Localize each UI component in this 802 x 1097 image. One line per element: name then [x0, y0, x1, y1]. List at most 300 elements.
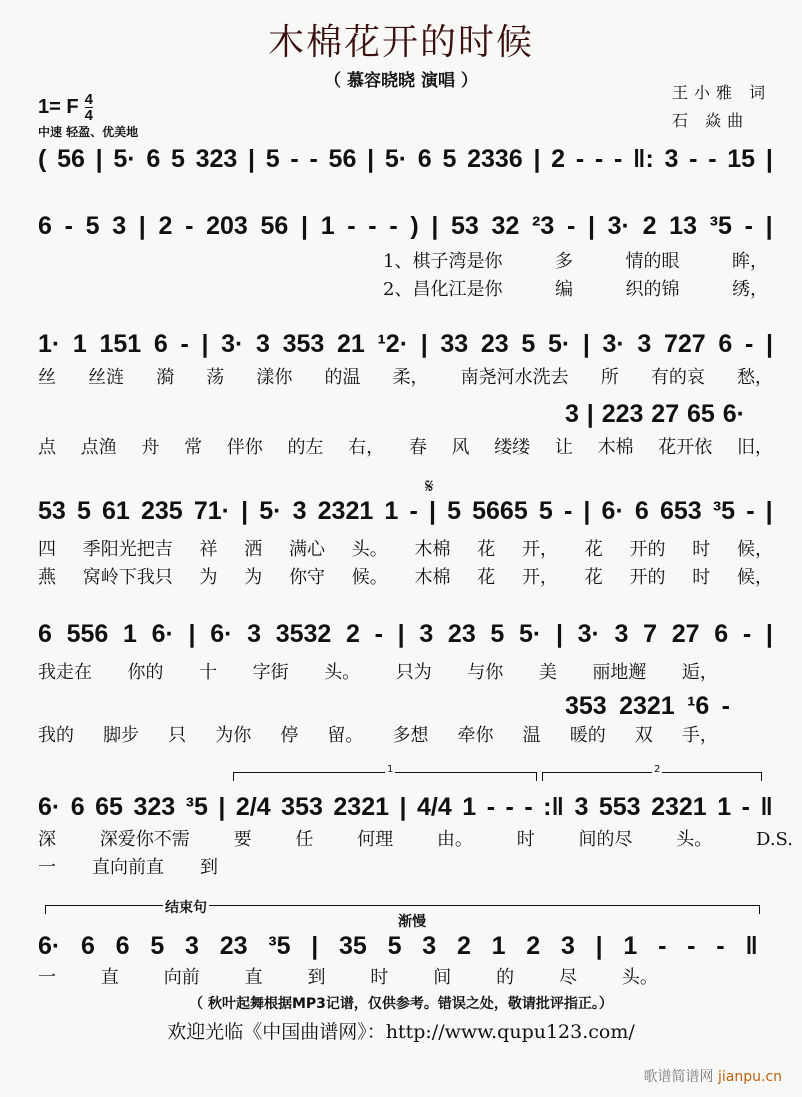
lyric-token: 风 — [451, 437, 470, 458]
notation-token: 5 — [150, 932, 165, 960]
notation-token: ¹6 — [687, 692, 710, 720]
notation-token: - — [185, 212, 194, 240]
lyric-token: 为 — [199, 567, 218, 588]
notation-token: 15 — [727, 145, 756, 173]
lyric-token: 四 — [38, 539, 56, 560]
notation-token: 2/4 — [235, 793, 271, 821]
ending-label: 结束句 — [163, 897, 209, 917]
notation-token: 3 — [574, 793, 589, 821]
notation-token: 5 — [387, 932, 402, 960]
lyric-token: 让 — [554, 437, 573, 458]
lyric-token: 时 — [516, 829, 535, 850]
notation-token: - — [746, 497, 755, 525]
lyric-token: 开， — [522, 539, 558, 560]
notation-token: 6· — [722, 400, 745, 428]
volta-bracket-1 — [233, 764, 537, 781]
lyric-token: 花开依 — [658, 437, 713, 458]
notation-token: 223 — [601, 400, 644, 428]
lyric-line — [38, 438, 773, 459]
notation-token: | — [420, 330, 428, 358]
notation-token: 5 — [265, 145, 280, 173]
lyric-token: 停 — [280, 725, 299, 746]
lyric-token: 所 — [600, 367, 619, 388]
notation-token: 323 — [195, 145, 238, 173]
notation-token: | — [595, 932, 603, 960]
notation-token: 3 — [247, 620, 262, 648]
notation-token: ³5 — [712, 497, 736, 525]
notation-token: | — [301, 212, 308, 240]
lyric-token: 我走在 — [38, 662, 92, 683]
segno-mark: 𝄋 — [425, 474, 434, 498]
notation-token: | — [311, 932, 319, 960]
lyric-token: 暖的 — [569, 725, 606, 746]
notation-token: ³5 — [185, 793, 208, 821]
notation-token: - — [374, 620, 383, 648]
lyric-token: 逅， — [681, 662, 718, 683]
notation-token: | — [583, 497, 591, 525]
lyric-token: 春 — [408, 437, 427, 458]
notation-token: 71· — [193, 497, 230, 525]
notation-token: | — [201, 330, 209, 358]
notation-token: - — [566, 212, 576, 240]
notation-token: 27 — [671, 620, 700, 648]
lyric-token: D.S. — [756, 829, 793, 850]
notation-token: | — [765, 330, 773, 358]
lyric-token: 字街 — [252, 662, 289, 683]
notation-token: 3 — [614, 620, 629, 648]
watermark — [644, 1066, 782, 1086]
notation-token: 5 — [76, 497, 91, 525]
notation-token: - — [744, 330, 754, 358]
lyric-token: 1、棋子湾是你 — [383, 251, 503, 272]
key-signature — [38, 92, 93, 123]
notation-token: 3· — [221, 330, 244, 358]
lyric-line — [38, 726, 718, 747]
notation-line — [565, 400, 745, 429]
lyric-token: 美 — [538, 662, 557, 683]
notation-token: | — [765, 212, 773, 240]
notation-token: - — [594, 145, 604, 173]
notation-token: 56 — [328, 145, 357, 173]
notation-token: 3 — [256, 330, 270, 358]
lyric-token: 绣， — [732, 279, 768, 300]
notation-token: 5 — [85, 212, 100, 240]
lyric-token: 开， — [522, 567, 558, 588]
notation-token: 6· — [601, 497, 624, 525]
lyric-token: 为你 — [215, 725, 252, 746]
lyric-token: 燕 — [38, 567, 56, 588]
lyric-token: 情的眼 — [625, 251, 680, 272]
lyric-token: 间的尽 — [578, 829, 633, 850]
notation-token: 1 — [491, 932, 506, 960]
lyric-token: 南尧河水洗去 — [460, 367, 569, 388]
notation-token: ‖ — [760, 793, 773, 821]
notation-line — [565, 692, 730, 721]
notation-token: 5· — [519, 620, 542, 648]
notation-token: 5 — [521, 330, 536, 358]
notation-token: 3 — [419, 620, 434, 648]
notation-token: - — [486, 793, 496, 821]
notation-token: 2321 — [619, 692, 675, 720]
lyric-token: 我的 — [38, 725, 74, 746]
lyric-token: 只 — [168, 725, 187, 746]
lyric-token: 木棉 — [414, 567, 451, 588]
notation-token: 53 — [38, 497, 66, 525]
notation-token: 5 — [538, 497, 553, 525]
lyric-token: 时 — [692, 539, 711, 560]
notation-token: | — [555, 620, 563, 648]
notation-token: | — [399, 793, 407, 821]
notation-token: | — [586, 400, 594, 428]
lyric-token: 舟 — [141, 437, 160, 458]
notation-token: 1 — [462, 793, 477, 821]
lyric-token: 直向前直 — [92, 857, 164, 878]
notation-token: 203 — [206, 212, 248, 240]
lyric-token: 与你 — [467, 662, 504, 683]
notation-token: | — [431, 212, 439, 240]
notation-token: 5· — [384, 145, 408, 173]
lyric-token: 直 — [244, 967, 263, 988]
notation-token: 353 — [282, 330, 325, 358]
lyric-token: 柔， — [392, 367, 429, 388]
lyric-token: 有的哀 — [650, 367, 705, 388]
lyric-token: 一 — [38, 857, 56, 878]
notation-token: 3 — [185, 932, 199, 960]
lyric-token: 只为 — [395, 662, 432, 683]
notation-token: 1 — [72, 330, 87, 358]
notation-token: | — [765, 620, 773, 648]
lyricist-credit: 王小雅 词 — [672, 83, 772, 102]
lyric-token: 常 — [184, 437, 203, 458]
notation-token: :‖ — [543, 793, 564, 821]
lyric-token: 时 — [692, 567, 711, 588]
notation-token: - — [744, 212, 753, 240]
notation-token: 2321 — [317, 497, 374, 525]
notation-token: 6 — [115, 932, 130, 960]
notation-line — [38, 932, 758, 961]
lyric-token: 尽 — [559, 967, 577, 988]
lyric-token: 向前 — [163, 967, 200, 988]
lyric-token: 祥 — [199, 539, 218, 560]
lyric-token: 一 — [38, 967, 56, 988]
lyric-token: 多 — [554, 251, 573, 272]
key-label: 1= F — [38, 95, 79, 118]
notation-token: 3532 — [275, 620, 332, 648]
notation-token: - — [716, 932, 725, 960]
lyric-token: 漪 — [156, 367, 175, 388]
notation-token: 1 — [320, 212, 335, 240]
notation-token: - — [309, 145, 318, 173]
lyric-line — [38, 540, 773, 561]
lyric-token: 候。 — [351, 567, 388, 588]
notation-token: 2 — [158, 212, 173, 240]
notation-token: - — [409, 497, 418, 525]
notation-line — [38, 212, 773, 241]
notation-token: 5· — [113, 145, 136, 173]
notation-token: 151 — [99, 330, 142, 358]
notation-token: - — [290, 145, 299, 173]
notation-token: ) — [410, 212, 419, 240]
lyric-token: 花 — [477, 539, 496, 560]
notation-line — [38, 330, 773, 359]
lyric-token: 开的 — [629, 567, 666, 588]
notation-token: 2 — [551, 145, 566, 173]
lyric-token: 到 — [200, 857, 218, 878]
notation-token: | — [95, 145, 103, 173]
lyric-line — [38, 858, 218, 879]
lyric-token: 头。 — [621, 967, 658, 988]
lyric-token: 头。 — [676, 829, 713, 850]
lyric-token: 愁， — [736, 367, 773, 388]
lyric-token: 头。 — [351, 539, 388, 560]
lyric-token: 深 — [38, 829, 56, 850]
composer-credit: 石 焱曲 — [672, 111, 750, 130]
lyric-token: 洒 — [244, 539, 263, 560]
lyric-token: 你守 — [289, 567, 325, 588]
lyric-token: 丝涟 — [88, 367, 125, 388]
notation-token: - — [524, 793, 533, 821]
notation-token: - — [563, 497, 573, 525]
lyric-token: 木棉 — [597, 437, 634, 458]
notation-line — [38, 145, 773, 174]
lyric-token: 你的 — [127, 662, 164, 683]
lyric-line — [383, 252, 768, 273]
watermark-en: jianpu.cn — [717, 1069, 782, 1085]
notation-token: 3 — [292, 497, 307, 525]
lyric-token: 点 — [38, 437, 56, 458]
lyric-token: 季阳光把吉 — [82, 539, 173, 560]
notation-token: - — [708, 145, 717, 173]
notation-token: 3 — [112, 212, 127, 240]
lyric-token: 花 — [584, 539, 603, 560]
lyric-token: 眸， — [732, 251, 768, 272]
notation-token: 2321 — [651, 793, 707, 821]
lyric-token: 丽地邂 — [592, 662, 647, 683]
notation-token: 3· — [602, 330, 625, 358]
lyric-token: 温 — [522, 725, 541, 746]
notation-token: - — [505, 793, 514, 821]
notation-token: - — [689, 145, 698, 173]
notation-token: | — [428, 497, 436, 525]
lyric-token: 满心 — [289, 539, 325, 560]
lyric-token: 头。 — [324, 662, 361, 683]
notation-token: 3 — [637, 330, 652, 358]
notation-token: 727 — [664, 330, 706, 358]
notation-token: 5· — [547, 330, 571, 358]
notation-token: 6 — [146, 145, 161, 173]
lyric-line — [38, 830, 793, 851]
notation-token: ²3 — [532, 212, 555, 240]
notation-token: 6 — [38, 620, 52, 648]
lyric-token: 花 — [584, 567, 603, 588]
volta-bracket-2 — [542, 764, 762, 781]
lyric-token: 荡 — [206, 367, 225, 388]
notation-token: | — [218, 793, 226, 821]
lyric-token: 开的 — [629, 539, 666, 560]
lyric-token: 旧， — [736, 437, 773, 458]
notation-token: 32 — [491, 212, 520, 240]
notation-token: | — [582, 330, 590, 358]
notation-token: | — [765, 497, 773, 525]
notation-token: 56 — [57, 145, 85, 173]
notation-token: 3 — [664, 145, 679, 173]
lyric-token: 由。 — [436, 829, 473, 850]
lyric-line — [38, 663, 718, 684]
lyric-token: 的左 — [287, 437, 324, 458]
lyric-token: 编 — [554, 279, 573, 300]
notation-token: ‖: — [633, 145, 654, 173]
notation-token: ³5 — [268, 932, 291, 960]
notation-token: 53 — [451, 212, 479, 240]
notation-token: 5· — [259, 497, 282, 525]
notation-token: 6 — [417, 145, 432, 173]
notation-token: 5 — [442, 145, 457, 173]
notation-token: 3· — [607, 212, 630, 240]
notation-token: 6· — [38, 793, 61, 821]
lyric-token: 木棉 — [414, 539, 451, 560]
notation-token: 23 — [219, 932, 248, 960]
watermark-cn: 歌谱简谱网 — [643, 1069, 714, 1085]
lyric-token: 漾你 — [256, 367, 293, 388]
singer-credit: （ 慕容晓晓 演唱 ） — [324, 71, 478, 91]
notation-token: 3 — [565, 400, 579, 428]
website-welcome: 欢迎光临《中国曲谱网》：http://www.qupu123.com/ — [167, 1021, 635, 1043]
notation-token: 2 — [346, 620, 360, 648]
transcription-note: （ 秋叶起舞根据MP3记谱，仅供参考。错误之处，敬请批评指正。） — [189, 996, 613, 1012]
notation-token: 13 — [669, 212, 697, 240]
notation-token: 3· — [577, 620, 600, 648]
notation-token: - — [368, 212, 377, 240]
notation-token: - — [721, 692, 730, 720]
lyric-token: 要 — [233, 829, 252, 850]
lyric-token: 点渔 — [80, 437, 117, 458]
notation-token: 6· — [151, 620, 174, 648]
notation-token: | — [138, 212, 146, 240]
lyric-token: 时 — [370, 967, 389, 988]
notation-line — [38, 497, 773, 526]
lyric-token: 手， — [681, 725, 718, 746]
notation-token: - — [742, 620, 752, 648]
notation-token: - — [347, 212, 356, 240]
notation-token: | — [397, 620, 405, 648]
time-signature — [85, 92, 93, 123]
lyric-token: 牵你 — [457, 725, 494, 746]
notation-token: 7 — [643, 620, 658, 648]
notation-token: - — [389, 212, 398, 240]
lyric-token: 缕缕 — [494, 437, 531, 458]
notation-token: 1 — [123, 620, 137, 648]
notation-token: | — [533, 145, 541, 173]
lyric-token: 织的锦 — [625, 279, 680, 300]
lyric-line — [383, 280, 768, 301]
notation-token: 35 — [339, 932, 367, 960]
notation-token: 5665 — [472, 497, 528, 525]
notation-token: | — [765, 145, 773, 173]
volta-number: 1 — [387, 764, 394, 775]
notation-token: 553 — [598, 793, 641, 821]
ritardando-mark: 渐慢 — [398, 914, 426, 930]
notation-token: 21 — [337, 330, 365, 358]
notation-token: 653 — [659, 497, 702, 525]
notation-token: 61 — [102, 497, 130, 525]
notation-token: 323 — [133, 793, 176, 821]
notation-line — [38, 793, 773, 822]
notation-token: 23 — [480, 330, 509, 358]
notation-token: 5 — [447, 497, 461, 525]
notation-token: 5 — [490, 620, 505, 648]
notation-token: 2 — [456, 932, 471, 960]
lyric-token: 脚步 — [103, 725, 140, 746]
notation-token: 556 — [66, 620, 109, 648]
notation-token: 3 — [422, 932, 437, 960]
notation-token: 6 — [634, 497, 649, 525]
notation-token: ‖ — [745, 932, 758, 960]
lyric-token: 双 — [634, 725, 653, 746]
notation-token: 23 — [447, 620, 476, 648]
lyric-token: 丝 — [38, 367, 56, 388]
lyric-token: 窝岭下我只 — [82, 567, 173, 588]
notation-token: 33 — [440, 330, 469, 358]
volta-number: 2 — [654, 764, 661, 775]
notation-token: 6· — [38, 932, 61, 960]
notation-token: 2336 — [467, 145, 523, 173]
tempo-marking: 中速 轻盈、优美地 — [38, 125, 139, 139]
lyric-token: 的温 — [324, 367, 361, 388]
lyric-token: 何理 — [357, 829, 394, 850]
notation-token: - — [658, 932, 667, 960]
notation-token: 6 — [718, 330, 733, 358]
notation-token: 2321 — [333, 793, 390, 821]
lyric-line — [38, 968, 658, 989]
lyric-line — [38, 368, 773, 389]
lyric-token: 多想 — [392, 725, 429, 746]
notation-token: 65 — [95, 793, 123, 821]
lyric-token: 右， — [348, 437, 385, 458]
notation-token: | — [241, 497, 249, 525]
notation-token: ³5 — [709, 212, 732, 240]
notation-token: 235 — [140, 497, 183, 525]
notation-token: 6· — [210, 620, 233, 648]
lyric-token: 十 — [199, 662, 218, 683]
notation-token: - — [180, 330, 189, 358]
notation-token: 2 — [526, 932, 541, 960]
lyric-line — [38, 568, 773, 589]
notation-token: - — [741, 793, 750, 821]
notation-token: | — [587, 212, 595, 240]
notation-token: 56 — [260, 212, 289, 240]
lyric-token: 2、昌化江是你 — [383, 279, 503, 300]
notation-token: 2 — [642, 212, 657, 240]
notation-token: 6 — [81, 932, 95, 960]
notation-token: 27 — [651, 400, 680, 428]
lyric-token: 任 — [295, 829, 314, 850]
notation-line — [38, 620, 773, 649]
lyric-token: 为 — [244, 567, 263, 588]
notation-token: | — [367, 145, 375, 173]
notation-token: 1· — [38, 330, 61, 358]
notation-token: - — [64, 212, 73, 240]
notation-token: 3 — [560, 932, 575, 960]
lyric-token: 到 — [307, 967, 326, 988]
time-top: 4 — [84, 91, 93, 108]
notation-token: 353 — [565, 692, 607, 720]
notation-token: | — [248, 145, 256, 173]
notation-token: | — [188, 620, 196, 648]
lyric-token: 候， — [737, 539, 773, 560]
notation-token: 1 — [717, 793, 732, 821]
notation-token: 6 — [153, 330, 168, 358]
notation-token: 6 — [714, 620, 729, 648]
